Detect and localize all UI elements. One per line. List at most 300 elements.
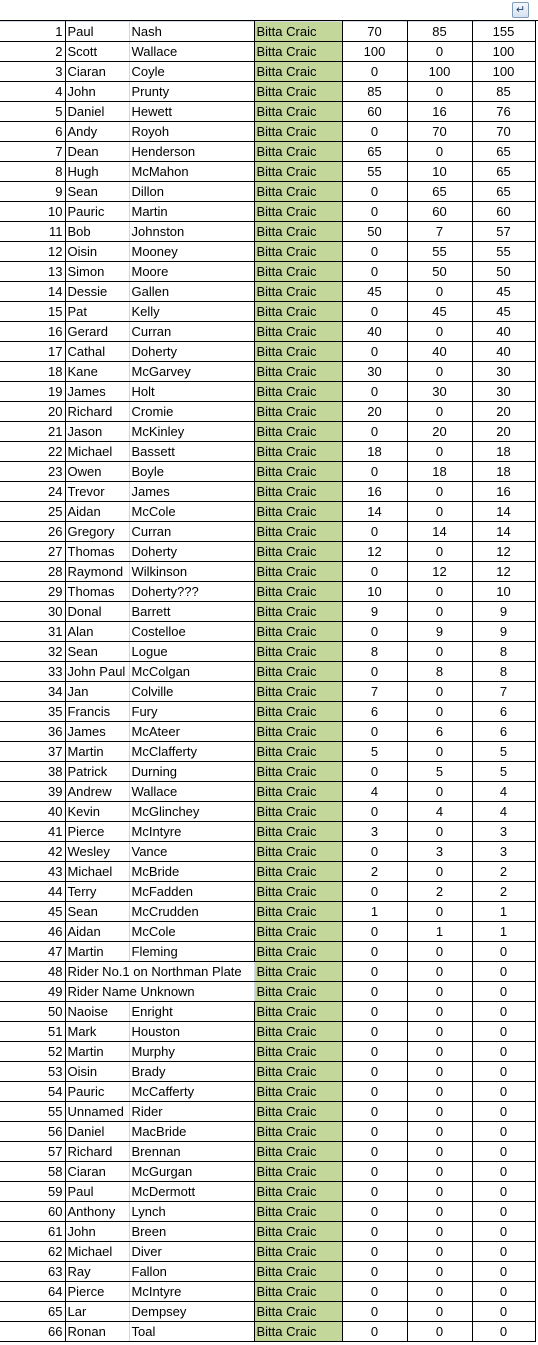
points-total-cell[interactable]: 20	[472, 422, 535, 442]
points-round-2-cell[interactable]: 0	[407, 402, 472, 422]
rank-cell[interactable]: 29	[0, 582, 65, 602]
team-cell[interactable]: Bitta Craic	[254, 802, 342, 822]
points-total-cell[interactable]: 12	[472, 562, 535, 582]
team-cell[interactable]: Bitta Craic	[254, 642, 342, 662]
points-total-cell[interactable]: 76	[472, 102, 535, 122]
last-name-cell[interactable]: McCole	[129, 922, 254, 942]
points-total-cell[interactable]: 100	[472, 42, 535, 62]
last-name-cell[interactable]: Fury	[129, 702, 254, 722]
rank-cell[interactable]: 55	[0, 1102, 65, 1122]
first-name-cell[interactable]: Pierce	[65, 822, 129, 842]
points-round-1-cell[interactable]: 10	[342, 582, 407, 602]
points-total-cell[interactable]: 30	[472, 382, 535, 402]
points-round-1-cell[interactable]: 7	[342, 682, 407, 702]
points-round-1-cell[interactable]: 70	[342, 22, 407, 42]
points-total-cell[interactable]: 0	[472, 1002, 535, 1022]
last-name-cell[interactable]: Wallace	[129, 782, 254, 802]
rank-cell[interactable]: 38	[0, 762, 65, 782]
points-round-1-cell[interactable]: 0	[342, 802, 407, 822]
points-round-2-cell[interactable]: 10	[407, 162, 472, 182]
first-name-cell[interactable]: Oisin	[65, 242, 129, 262]
team-cell[interactable]: Bitta Craic	[254, 462, 342, 482]
points-round-1-cell[interactable]: 30	[342, 362, 407, 382]
team-cell[interactable]: Bitta Craic	[254, 1142, 342, 1162]
last-name-cell[interactable]: McFadden	[129, 882, 254, 902]
points-round-1-cell[interactable]: 0	[342, 1122, 407, 1142]
points-round-1-cell[interactable]: 40	[342, 322, 407, 342]
team-cell[interactable]: Bitta Craic	[254, 622, 342, 642]
team-cell[interactable]: Bitta Craic	[254, 582, 342, 602]
team-cell[interactable]: Bitta Craic	[254, 782, 342, 802]
filter-dropdown-icon[interactable]: ↵	[512, 2, 529, 18]
rank-cell[interactable]: 61	[0, 1222, 65, 1242]
points-round-1-cell[interactable]: 0	[342, 462, 407, 482]
points-total-cell[interactable]: 50	[472, 262, 535, 282]
first-name-cell[interactable]: Michael	[65, 442, 129, 462]
points-round-2-cell[interactable]: 70	[407, 122, 472, 142]
last-name-cell[interactable]: Brennan	[129, 1142, 254, 1162]
rider-name-cell[interactable]: Rider No.1 on Northman Plate	[65, 962, 254, 982]
team-cell[interactable]: Bitta Craic	[254, 1222, 342, 1242]
points-total-cell[interactable]: 30	[472, 362, 535, 382]
first-name-cell[interactable]: Paul	[65, 1182, 129, 1202]
first-name-cell[interactable]: Pauric	[65, 202, 129, 222]
rank-cell[interactable]: 43	[0, 862, 65, 882]
rank-cell[interactable]: 10	[0, 202, 65, 222]
points-round-2-cell[interactable]: 0	[407, 1202, 472, 1222]
points-round-1-cell[interactable]: 0	[342, 1222, 407, 1242]
team-cell[interactable]: Bitta Craic	[254, 442, 342, 462]
points-round-2-cell[interactable]: 40	[407, 342, 472, 362]
team-cell[interactable]: Bitta Craic	[254, 602, 342, 622]
last-name-cell[interactable]: McClafferty	[129, 742, 254, 762]
team-cell[interactable]: Bitta Craic	[254, 1162, 342, 1182]
rank-cell[interactable]: 51	[0, 1022, 65, 1042]
first-name-cell[interactable]: Owen	[65, 462, 129, 482]
points-round-2-cell[interactable]: 0	[407, 1222, 472, 1242]
points-round-1-cell[interactable]: 0	[342, 522, 407, 542]
points-round-1-cell[interactable]: 14	[342, 502, 407, 522]
points-round-1-cell[interactable]: 0	[342, 1322, 407, 1342]
points-round-2-cell[interactable]: 0	[407, 1162, 472, 1182]
points-total-cell[interactable]: 70	[472, 122, 535, 142]
first-name-cell[interactable]: Gregory	[65, 522, 129, 542]
rank-cell[interactable]: 7	[0, 142, 65, 162]
last-name-cell[interactable]: Barrett	[129, 602, 254, 622]
rank-cell[interactable]: 60	[0, 1202, 65, 1222]
first-name-cell[interactable]: Michael	[65, 1242, 129, 1262]
points-round-2-cell[interactable]: 60	[407, 202, 472, 222]
points-round-2-cell[interactable]: 0	[407, 1322, 472, 1342]
last-name-cell[interactable]: Durning	[129, 762, 254, 782]
rank-cell[interactable]: 46	[0, 922, 65, 942]
points-round-2-cell[interactable]: 0	[407, 782, 472, 802]
rank-cell[interactable]: 6	[0, 122, 65, 142]
rank-cell[interactable]: 25	[0, 502, 65, 522]
points-round-1-cell[interactable]: 0	[342, 1082, 407, 1102]
last-name-cell[interactable]: Johnston	[129, 222, 254, 242]
rank-cell[interactable]: 27	[0, 542, 65, 562]
first-name-cell[interactable]: Daniel	[65, 1122, 129, 1142]
rank-cell[interactable]: 57	[0, 1142, 65, 1162]
team-cell[interactable]: Bitta Craic	[254, 262, 342, 282]
last-name-cell[interactable]: Enright	[129, 1002, 254, 1022]
points-round-2-cell[interactable]: 14	[407, 522, 472, 542]
points-round-2-cell[interactable]: 0	[407, 682, 472, 702]
rank-cell[interactable]: 26	[0, 522, 65, 542]
first-name-cell[interactable]: Aidan	[65, 502, 129, 522]
team-cell[interactable]: Bitta Craic	[254, 1082, 342, 1102]
team-cell[interactable]: Bitta Craic	[254, 1202, 342, 1222]
last-name-cell[interactable]: Logue	[129, 642, 254, 662]
points-total-cell[interactable]: 9	[472, 622, 535, 642]
rank-cell[interactable]: 15	[0, 302, 65, 322]
rank-cell[interactable]: 24	[0, 482, 65, 502]
rank-cell[interactable]: 13	[0, 262, 65, 282]
rank-cell[interactable]: 39	[0, 782, 65, 802]
points-total-cell[interactable]: 65	[472, 142, 535, 162]
points-round-2-cell[interactable]: 0	[407, 1182, 472, 1202]
points-total-cell[interactable]: 4	[472, 802, 535, 822]
points-round-1-cell[interactable]: 0	[342, 722, 407, 742]
team-cell[interactable]: Bitta Craic	[254, 282, 342, 302]
points-round-2-cell[interactable]: 0	[407, 602, 472, 622]
points-total-cell[interactable]: 5	[472, 742, 535, 762]
points-round-2-cell[interactable]: 0	[407, 82, 472, 102]
team-cell[interactable]: Bitta Craic	[254, 82, 342, 102]
team-cell[interactable]: Bitta Craic	[254, 842, 342, 862]
first-name-cell[interactable]: Bob	[65, 222, 129, 242]
team-cell[interactable]: Bitta Craic	[254, 1282, 342, 1302]
first-name-cell[interactable]: Unnamed	[65, 1102, 129, 1122]
team-cell[interactable]: Bitta Craic	[254, 402, 342, 422]
points-round-1-cell[interactable]: 85	[342, 82, 407, 102]
points-round-1-cell[interactable]: 18	[342, 442, 407, 462]
points-total-cell[interactable]: 14	[472, 502, 535, 522]
last-name-cell[interactable]: Dillon	[129, 182, 254, 202]
points-total-cell[interactable]: 3	[472, 842, 535, 862]
last-name-cell[interactable]: Holt	[129, 382, 254, 402]
first-name-cell[interactable]: Raymond	[65, 562, 129, 582]
first-name-cell[interactable]: Sean	[65, 182, 129, 202]
rank-cell[interactable]: 64	[0, 1282, 65, 1302]
rank-cell[interactable]: 56	[0, 1122, 65, 1142]
rank-cell[interactable]: 2	[0, 42, 65, 62]
team-cell[interactable]: Bitta Craic	[254, 942, 342, 962]
points-round-2-cell[interactable]: 0	[407, 502, 472, 522]
team-cell[interactable]: Bitta Craic	[254, 342, 342, 362]
points-round-2-cell[interactable]: 0	[407, 1062, 472, 1082]
team-cell[interactable]: Bitta Craic	[254, 1022, 342, 1042]
points-round-1-cell[interactable]: 20	[342, 402, 407, 422]
rank-cell[interactable]: 22	[0, 442, 65, 462]
points-round-1-cell[interactable]: 65	[342, 142, 407, 162]
points-total-cell[interactable]: 3	[472, 822, 535, 842]
rank-cell[interactable]: 32	[0, 642, 65, 662]
points-total-cell[interactable]: 0	[472, 1142, 535, 1162]
last-name-cell[interactable]: Houston	[129, 1022, 254, 1042]
points-round-1-cell[interactable]: 16	[342, 482, 407, 502]
first-name-cell[interactable]: Trevor	[65, 482, 129, 502]
points-round-1-cell[interactable]: 8	[342, 642, 407, 662]
rank-cell[interactable]: 21	[0, 422, 65, 442]
points-total-cell[interactable]: 100	[472, 62, 535, 82]
rank-cell[interactable]: 31	[0, 622, 65, 642]
points-total-cell[interactable]: 65	[472, 162, 535, 182]
rank-cell[interactable]: 52	[0, 1042, 65, 1062]
points-round-2-cell[interactable]: 0	[407, 1242, 472, 1262]
first-name-cell[interactable]: Francis	[65, 702, 129, 722]
points-total-cell[interactable]: 0	[472, 1102, 535, 1122]
rank-cell[interactable]: 42	[0, 842, 65, 862]
points-round-1-cell[interactable]: 1	[342, 902, 407, 922]
first-name-cell[interactable]: Thomas	[65, 582, 129, 602]
points-round-1-cell[interactable]: 55	[342, 162, 407, 182]
points-total-cell[interactable]: 0	[472, 1062, 535, 1082]
last-name-cell[interactable]: McCafferty	[129, 1082, 254, 1102]
points-round-1-cell[interactable]: 2	[342, 862, 407, 882]
team-cell[interactable]: Bitta Craic	[254, 902, 342, 922]
last-name-cell[interactable]: Fleming	[129, 942, 254, 962]
rank-cell[interactable]: 14	[0, 282, 65, 302]
last-name-cell[interactable]: Costelloe	[129, 622, 254, 642]
rank-cell[interactable]: 63	[0, 1262, 65, 1282]
first-name-cell[interactable]: Aidan	[65, 922, 129, 942]
points-total-cell[interactable]: 0	[472, 1302, 535, 1322]
last-name-cell[interactable]: Brady	[129, 1062, 254, 1082]
team-cell[interactable]: Bitta Craic	[254, 1122, 342, 1142]
points-round-2-cell[interactable]: 0	[407, 1302, 472, 1322]
rank-cell[interactable]: 34	[0, 682, 65, 702]
points-round-2-cell[interactable]: 0	[407, 42, 472, 62]
last-name-cell[interactable]: Dempsey	[129, 1302, 254, 1322]
points-round-1-cell[interactable]: 3	[342, 822, 407, 842]
points-round-2-cell[interactable]: 0	[407, 362, 472, 382]
rank-cell[interactable]: 49	[0, 982, 65, 1002]
points-total-cell[interactable]: 40	[472, 342, 535, 362]
points-round-2-cell[interactable]: 55	[407, 242, 472, 262]
team-cell[interactable]: Bitta Craic	[254, 982, 342, 1002]
rank-cell[interactable]: 48	[0, 962, 65, 982]
first-name-cell[interactable]: Ray	[65, 1262, 129, 1282]
points-round-1-cell[interactable]: 0	[342, 422, 407, 442]
last-name-cell[interactable]: McBride	[129, 862, 254, 882]
last-name-cell[interactable]: Cromie	[129, 402, 254, 422]
points-total-cell[interactable]: 85	[472, 82, 535, 102]
points-round-2-cell[interactable]: 0	[407, 482, 472, 502]
team-cell[interactable]: Bitta Craic	[254, 1302, 342, 1322]
first-name-cell[interactable]: John	[65, 1222, 129, 1242]
points-total-cell[interactable]: 1	[472, 902, 535, 922]
rank-cell[interactable]: 62	[0, 1242, 65, 1262]
points-round-2-cell[interactable]: 5	[407, 762, 472, 782]
last-name-cell[interactable]: Wallace	[129, 42, 254, 62]
team-cell[interactable]: Bitta Craic	[254, 882, 342, 902]
team-cell[interactable]: Bitta Craic	[254, 1322, 342, 1342]
team-cell[interactable]: Bitta Craic	[254, 1182, 342, 1202]
last-name-cell[interactable]: McGarvey	[129, 362, 254, 382]
first-name-cell[interactable]: Dean	[65, 142, 129, 162]
team-cell[interactable]: Bitta Craic	[254, 182, 342, 202]
points-round-1-cell[interactable]: 5	[342, 742, 407, 762]
points-round-1-cell[interactable]: 0	[342, 1062, 407, 1082]
last-name-cell[interactable]: McCrudden	[129, 902, 254, 922]
points-round-2-cell[interactable]: 0	[407, 1282, 472, 1302]
points-total-cell[interactable]: 10	[472, 582, 535, 602]
points-round-2-cell[interactable]: 0	[407, 142, 472, 162]
points-round-2-cell[interactable]: 9	[407, 622, 472, 642]
team-cell[interactable]: Bitta Craic	[254, 142, 342, 162]
points-round-1-cell[interactable]: 0	[342, 302, 407, 322]
rank-cell[interactable]: 17	[0, 342, 65, 362]
points-round-2-cell[interactable]: 1	[407, 922, 472, 942]
points-total-cell[interactable]: 60	[472, 202, 535, 222]
first-name-cell[interactable]: Martin	[65, 1042, 129, 1062]
rank-cell[interactable]: 4	[0, 82, 65, 102]
last-name-cell[interactable]: McCole	[129, 502, 254, 522]
points-round-1-cell[interactable]: 0	[342, 882, 407, 902]
points-total-cell[interactable]: 45	[472, 282, 535, 302]
rank-cell[interactable]: 28	[0, 562, 65, 582]
points-round-1-cell[interactable]: 0	[342, 202, 407, 222]
team-cell[interactable]: Bitta Craic	[254, 762, 342, 782]
first-name-cell[interactable]: Thomas	[65, 542, 129, 562]
points-total-cell[interactable]: 0	[472, 1202, 535, 1222]
points-round-1-cell[interactable]: 0	[342, 342, 407, 362]
points-round-1-cell[interactable]: 0	[342, 1242, 407, 1262]
first-name-cell[interactable]: Pat	[65, 302, 129, 322]
points-round-1-cell[interactable]: 0	[342, 62, 407, 82]
rank-cell[interactable]: 33	[0, 662, 65, 682]
rank-cell[interactable]: 53	[0, 1062, 65, 1082]
last-name-cell[interactable]: Doherty???	[129, 582, 254, 602]
first-name-cell[interactable]: Terry	[65, 882, 129, 902]
last-name-cell[interactable]: Mooney	[129, 242, 254, 262]
last-name-cell[interactable]: McKinley	[129, 422, 254, 442]
points-total-cell[interactable]: 0	[472, 1082, 535, 1102]
points-round-2-cell[interactable]: 0	[407, 902, 472, 922]
points-total-cell[interactable]: 1	[472, 922, 535, 942]
first-name-cell[interactable]: Ronan	[65, 1322, 129, 1342]
points-round-2-cell[interactable]: 0	[407, 1082, 472, 1102]
rank-cell[interactable]: 5	[0, 102, 65, 122]
first-name-cell[interactable]: Mark	[65, 1022, 129, 1042]
points-round-2-cell[interactable]: 50	[407, 262, 472, 282]
first-name-cell[interactable]: Anthony	[65, 1202, 129, 1222]
points-total-cell[interactable]: 9	[472, 602, 535, 622]
team-cell[interactable]: Bitta Craic	[254, 302, 342, 322]
points-round-1-cell[interactable]: 45	[342, 282, 407, 302]
first-name-cell[interactable]: Sean	[65, 642, 129, 662]
points-round-1-cell[interactable]: 0	[342, 242, 407, 262]
last-name-cell[interactable]: Diver	[129, 1242, 254, 1262]
last-name-cell[interactable]: Royoh	[129, 122, 254, 142]
rank-cell[interactable]: 18	[0, 362, 65, 382]
last-name-cell[interactable]: McGlinchey	[129, 802, 254, 822]
points-round-2-cell[interactable]: 8	[407, 662, 472, 682]
last-name-cell[interactable]: McGurgan	[129, 1162, 254, 1182]
points-round-2-cell[interactable]: 0	[407, 942, 472, 962]
points-total-cell[interactable]: 0	[472, 1182, 535, 1202]
points-round-1-cell[interactable]: 0	[342, 1042, 407, 1062]
points-round-1-cell[interactable]: 0	[342, 922, 407, 942]
rank-cell[interactable]: 8	[0, 162, 65, 182]
points-round-1-cell[interactable]: 9	[342, 602, 407, 622]
team-cell[interactable]: Bitta Craic	[254, 422, 342, 442]
points-round-2-cell[interactable]: 0	[407, 822, 472, 842]
team-cell[interactable]: Bitta Craic	[254, 1242, 342, 1262]
first-name-cell[interactable]: Richard	[65, 1142, 129, 1162]
points-total-cell[interactable]: 40	[472, 322, 535, 342]
rank-cell[interactable]: 40	[0, 802, 65, 822]
last-name-cell[interactable]: Lynch	[129, 1202, 254, 1222]
points-round-2-cell[interactable]: 0	[407, 742, 472, 762]
rank-cell[interactable]: 9	[0, 182, 65, 202]
points-total-cell[interactable]: 57	[472, 222, 535, 242]
team-cell[interactable]: Bitta Craic	[254, 662, 342, 682]
rank-cell[interactable]: 59	[0, 1182, 65, 1202]
points-total-cell[interactable]: 0	[472, 962, 535, 982]
points-total-cell[interactable]: 2	[472, 882, 535, 902]
last-name-cell[interactable]: Toal	[129, 1322, 254, 1342]
points-round-1-cell[interactable]: 0	[342, 1102, 407, 1122]
first-name-cell[interactable]: Patrick	[65, 762, 129, 782]
points-round-1-cell[interactable]: 0	[342, 1002, 407, 1022]
first-name-cell[interactable]: Martin	[65, 942, 129, 962]
first-name-cell[interactable]: Cathal	[65, 342, 129, 362]
first-name-cell[interactable]: Kevin	[65, 802, 129, 822]
points-round-1-cell[interactable]: 12	[342, 542, 407, 562]
points-round-1-cell[interactable]: 0	[342, 1022, 407, 1042]
points-total-cell[interactable]: 16	[472, 482, 535, 502]
last-name-cell[interactable]: Prunty	[129, 82, 254, 102]
first-name-cell[interactable]: Oisin	[65, 1062, 129, 1082]
points-round-1-cell[interactable]: 100	[342, 42, 407, 62]
points-total-cell[interactable]: 20	[472, 402, 535, 422]
first-name-cell[interactable]: Simon	[65, 262, 129, 282]
last-name-cell[interactable]: Murphy	[129, 1042, 254, 1062]
points-round-2-cell[interactable]: 0	[407, 282, 472, 302]
rank-cell[interactable]: 66	[0, 1322, 65, 1342]
team-cell[interactable]: Bitta Craic	[254, 682, 342, 702]
first-name-cell[interactable]: John Paul	[65, 662, 129, 682]
points-total-cell[interactable]: 45	[472, 302, 535, 322]
points-round-2-cell[interactable]: 0	[407, 702, 472, 722]
team-cell[interactable]: Bitta Craic	[254, 42, 342, 62]
team-cell[interactable]: Bitta Craic	[254, 62, 342, 82]
first-name-cell[interactable]: Scott	[65, 42, 129, 62]
points-round-1-cell[interactable]: 4	[342, 782, 407, 802]
last-name-cell[interactable]: Boyle	[129, 462, 254, 482]
team-cell[interactable]: Bitta Craic	[254, 922, 342, 942]
points-round-1-cell[interactable]: 0	[342, 942, 407, 962]
points-round-1-cell[interactable]: 6	[342, 702, 407, 722]
last-name-cell[interactable]: Colville	[129, 682, 254, 702]
last-name-cell[interactable]: James	[129, 482, 254, 502]
points-round-2-cell[interactable]: 0	[407, 1262, 472, 1282]
points-total-cell[interactable]: 2	[472, 862, 535, 882]
rank-cell[interactable]: 44	[0, 882, 65, 902]
points-round-2-cell[interactable]: 100	[407, 62, 472, 82]
first-name-cell[interactable]: Wesley	[65, 842, 129, 862]
first-name-cell[interactable]: Paul	[65, 22, 129, 42]
points-round-2-cell[interactable]: 0	[407, 582, 472, 602]
points-round-2-cell[interactable]: 16	[407, 102, 472, 122]
rank-cell[interactable]: 3	[0, 62, 65, 82]
points-round-2-cell[interactable]: 6	[407, 722, 472, 742]
points-round-1-cell[interactable]: 0	[342, 962, 407, 982]
rank-cell[interactable]: 35	[0, 702, 65, 722]
